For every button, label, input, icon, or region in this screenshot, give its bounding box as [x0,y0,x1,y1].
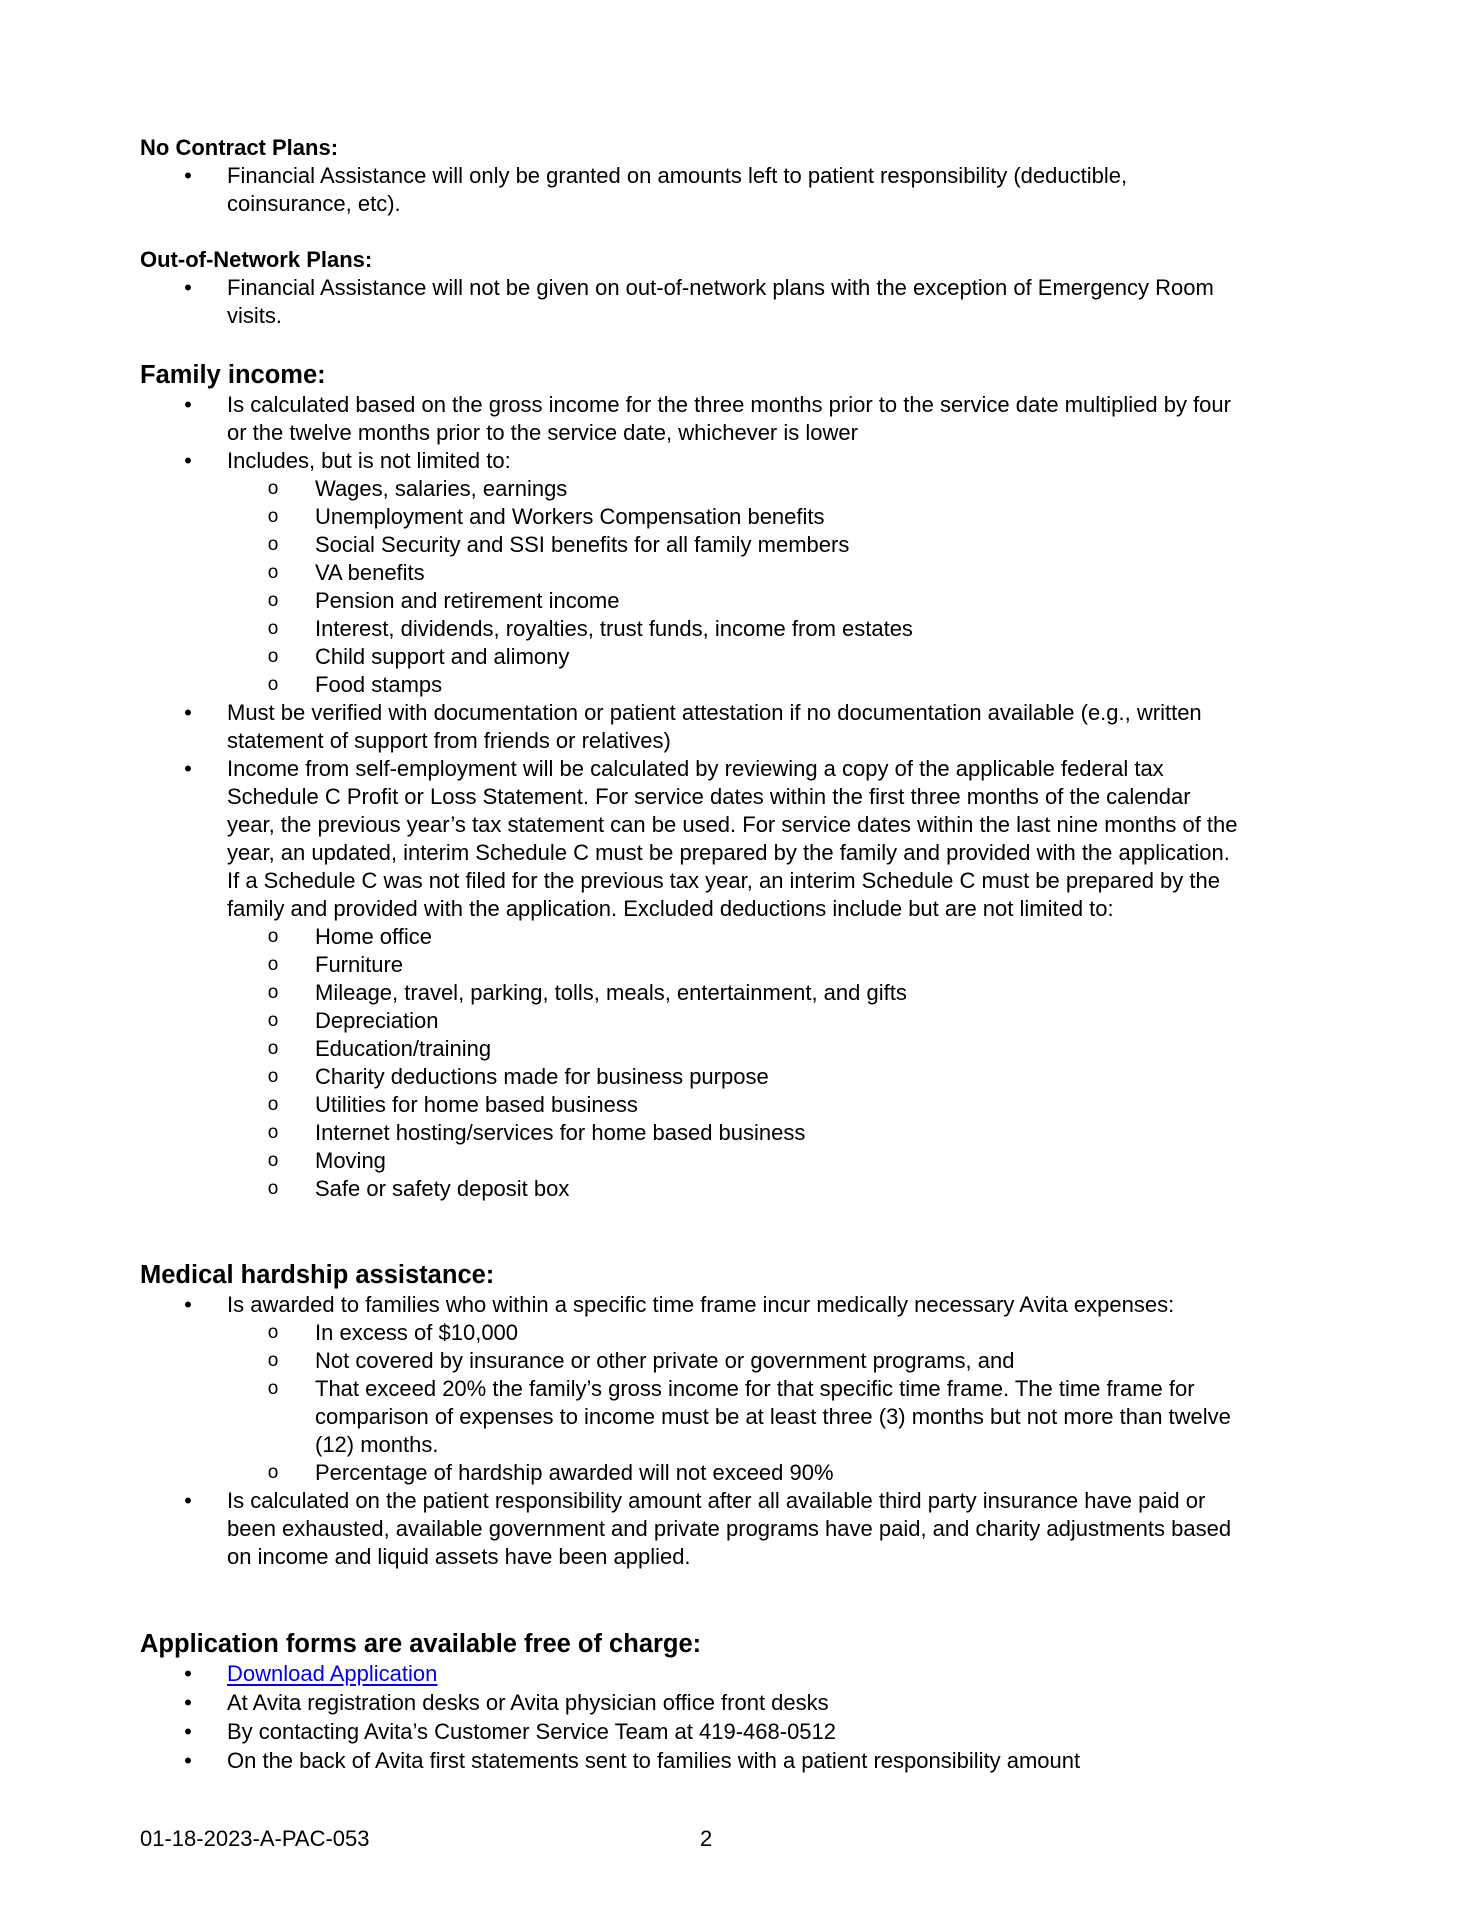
list-item-text: Charity deductions made for business purpose [315,1064,769,1089]
section-heading: Out-of-Network Plans: [140,247,373,272]
list-item-text: Depreciation [315,1008,439,1033]
list-item-text: VA benefits [315,560,425,585]
sub-bullet-icon: o [267,534,279,555]
sub-bullet-icon: o [267,646,279,667]
list-item-text: Interest, dividends, royalties, trust funds, income from estates [315,616,913,641]
list-item-text: Pension and retirement income [315,588,620,613]
sub-bullet-icon: o [267,1010,279,1031]
list-item-text: Is calculated based on the gross income for the three months prior to the service date multiplied by four [227,392,1231,417]
list-item-text: coinsurance, etc). [227,191,401,216]
sub-bullet-icon: o [267,506,279,527]
sub-bullet-icon: o [267,1350,279,1371]
list-item-text: On the back of Avita first statements sent to families with a patient responsibility amount [227,1748,1081,1773]
sub-bullet-icon: o [267,618,279,639]
list-item-text: Mileage, travel, parking, tolls, meals, entertainment, and gifts [315,980,907,1005]
footer-doc-id: 01-18-2023-A-PAC-053 [140,1826,370,1851]
bullet-icon: • [184,1719,192,1744]
bullet-icon: • [184,448,192,473]
list-item-text: Income from self-employment will be calculated by reviewing a copy of the applicable federal tax [227,756,1164,781]
list-item-text: Not covered by insurance or other private or government programs, and [315,1348,1015,1373]
section-heading: No Contract Plans: [140,135,339,160]
sub-bullet-icon: o [267,926,279,947]
list-item-text: Education/training [315,1036,492,1061]
list-item-text [227,1660,437,1688]
download-application-link[interactable]: Download Application [227,1661,438,1686]
sub-bullet-icon: o [267,1094,279,1115]
list-item-text: year, an updated, interim Schedule C must be prepared by the family and provided with the application. [227,840,1230,865]
list-item-text: year, the previous year’s tax statement can be used. For service dates within the last nine months of the [227,812,1238,837]
bullet-icon: • [184,1661,192,1686]
list-item-text: Includes, but is not limited to: [227,448,511,473]
list-item-text: Food stamps [315,672,443,697]
sub-bullet-icon: o [267,590,279,611]
sub-bullet-icon: o [267,1378,279,1399]
sub-bullet-icon: o [267,954,279,975]
bullet-icon: • [184,700,192,725]
page-number: 2 [700,1826,713,1851]
bullet-icon: • [184,756,192,781]
list-item-text: Furniture [315,952,404,977]
list-item-text: (12) months. [315,1432,439,1457]
sub-bullet-icon: o [267,982,279,1003]
list-item-text: Moving [315,1148,386,1173]
list-item-text: In excess of $10,000 [315,1320,519,1345]
list-item-text: That exceed 20% the family’s gross income for that specific time frame. The time frame for [315,1376,1195,1401]
sub-bullet-icon: o [267,674,279,695]
list-item-text: Utilities for home based business [315,1092,638,1117]
list-item-text: comparison of expenses to income must be at least three (3) months but not more than twelve [315,1404,1231,1429]
list-item-text: Child support and alimony [315,644,570,669]
list-item-text: Financial Assistance will not be given on out-of-network plans with the exception of Emergency Room [227,275,1214,300]
section-heading: Application forms are available free of charge: [140,1630,702,1658]
list-item-text: on income and liquid assets have been applied. [227,1544,691,1569]
list-item-text: Financial Assistance will only be granted on amounts left to patient responsibility (deductible, [227,163,1128,188]
sub-bullet-icon: o [267,1150,279,1171]
list-item-text: If a Schedule C was not filed for the previous tax year, an interim Schedule C must be prepared by the [227,868,1220,893]
bullet-icon: • [184,163,192,188]
list-item-text: At Avita registration desks or Avita physician office front desks [227,1690,829,1715]
list-item-text: Internet hosting/services for home based business [315,1120,806,1145]
list-item-text: or the twelve months prior to the service date, whichever is lower [227,420,858,445]
section-heading: Medical hardship assistance: [140,1261,495,1289]
list-item-text: Is calculated on the patient responsibility amount after all available third party insurance have paid or [227,1488,1206,1513]
sub-bullet-icon: o [267,1322,279,1343]
list-item-text: Safe or safety deposit box [315,1176,570,1201]
bullet-icon: • [184,1748,192,1773]
list-item-text: Home office [315,924,432,949]
list-item-text: Must be verified with documentation or patient attestation if no documentation available (e.g., written [227,700,1202,725]
section-heading: Family income: [140,361,326,389]
sub-bullet-icon: o [267,1038,279,1059]
list-item-text: Unemployment and Workers Compensation benefits [315,504,825,529]
list-item-text: By contacting Avita’s Customer Service Team at 419-468-0512 [227,1719,837,1744]
list-item-text: visits. [227,303,282,328]
sub-bullet-icon: o [267,1462,279,1483]
bullet-icon: • [184,1690,192,1715]
sub-bullet-icon: o [267,1178,279,1199]
bullet-icon: • [184,1292,192,1317]
list-item-text: Wages, salaries, earnings [315,476,568,501]
bullet-icon: • [184,392,192,417]
sub-bullet-icon: o [267,562,279,583]
list-item-text: Schedule C Profit or Loss Statement. For service dates within the first three months of the calendar [227,784,1191,809]
bullet-icon: • [184,275,192,300]
list-item-text: Social Security and SSI benefits for all family members [315,532,850,557]
sub-bullet-icon: o [267,1066,279,1087]
list-item-text: Percentage of hardship awarded will not exceed 90% [315,1460,834,1485]
sub-bullet-icon: o [267,1122,279,1143]
bullet-icon: • [184,1488,192,1513]
list-item-text: statement of support from friends or relatives) [227,728,671,753]
sub-bullet-icon: o [267,478,279,499]
list-item-text: Is awarded to families who within a specific time frame incur medically necessary Avita expenses: [227,1292,1175,1317]
list-item-text: family and provided with the application. Excluded deductions include but are not limited to: [227,896,1114,921]
list-item-text: been exhausted, available government and private programs have paid, and charity adjustments based [227,1516,1232,1541]
